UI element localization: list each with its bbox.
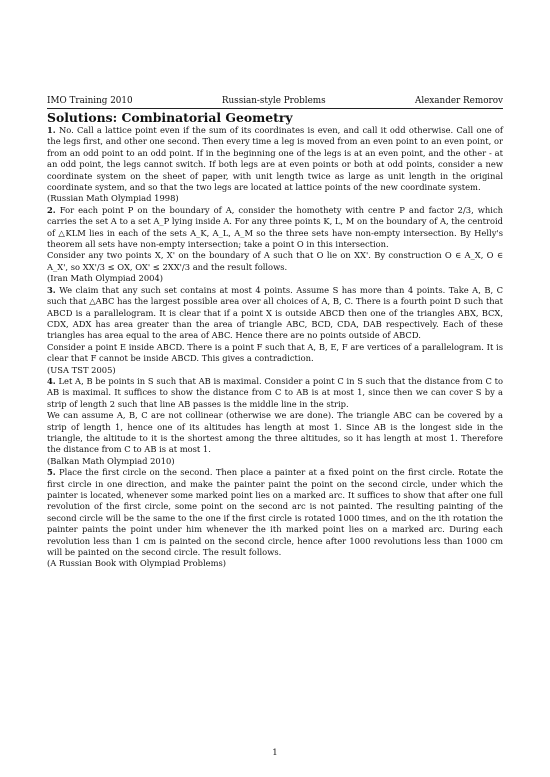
solution-4-paragraph-2: We can assume A, B, C are not collinear (otherwise we are done). The triangle ABC can be covered by a strip of length 1, hence one of its altitudes has length at most 1. Since AB is the longest side in the triangle, the altitude to it is the shortest among the three altitudes, so it has length at most 1. Therefore the distance from C to AB is at most 1.: [47, 410, 503, 455]
solution-2-paragraph: [47, 205, 503, 251]
solution-5-paragraph: [47, 467, 503, 558]
solution-2-source: (Iran Math Olympiad 2004): [47, 273, 164, 284]
solution-4-paragraph: [47, 376, 503, 410]
solution-4-source: (Balkan Math Olympiad 2010): [47, 455, 175, 466]
solution-1-number: 1.: [47, 125, 56, 135]
document-page: [47, 96, 503, 570]
solution-3-paragraph-2: Consider a point E inside ABCD. There is a point F such that A, B, E, F are vertices of a parallelogram. It is clear that F cannot be inside ABCD. This gives a contradiction.: [47, 341, 503, 364]
solution-2-text: For each point P on the boundary of A, consider the homothety with centre P and factor 2/3, which carries the set A to a set A_P lying inside A. For any three points K, L, M on the boundary of A, the centroid of △KLM lies in each of the sets A_K, A_L, A_M so the three sets have non-empty intersection. By Helly's theorem all sets have non-empty intersection; take a point O in this intersection.: [47, 204, 504, 250]
solution-3-number: 3.: [47, 284, 56, 295]
solution-1-paragraph: [47, 125, 503, 193]
header-left: IMO Training 2010: [47, 96, 133, 106]
solution-3-text: We claim that any such set contains at most 4 points. Assume S has more than 4 points. Take A, B, C such that △ABC has the largest possible area over all choices of A, B, C. There is a fourth point D such that ABCD is a parallelogram. It is clear that if a point X is outside ABCD then one of the triangles ABX, BCX, CDX, ADX has area greater than the area of triangle ABC, BCD, CDA, DAB respectively. Each of these triangles has area equal to the area of ABC. Hence there are no points outside of ABCD.: [47, 284, 503, 341]
solution-2-number: 2.: [47, 204, 56, 215]
solution-3-paragraph: [47, 285, 503, 342]
solution-3-source: (USA TST 2005): [47, 364, 116, 375]
running-header: [47, 96, 503, 109]
header-right: Alexander Remorov: [414, 96, 503, 106]
solution-5-source: (A Russian Book with Olympiad Problems): [47, 558, 227, 569]
solution-4-number: 4.: [47, 375, 56, 386]
solution-1-text: No. Call a lattice point even if the sum of its coordinates is even, and call it odd otherwise. Call one of the legs first, and other one second. Then every time a leg is moved from an even point to an even point, or from an odd point to an odd point. If in the beginning one of the legs is at an even point, and the other - at an odd point, the legs cannot switch. If both legs are at even points or both at odd points, consider a new coordinate system on the sheet of paper, with unit length twice as large as unit length in the original coordinate system, and so that the two legs are located at lattice points of the new coordinate system.: [47, 125, 504, 193]
section-title: Solutions: Combinatorial Geometry: [47, 110, 293, 125]
solution-4-text: Let A, B be points in S such that AB is maximal. Consider a point C in S such that the distance from C to AB is maximal. It suffices to show the distance from C to AB is at most 1, since then we can cover S by a strip of length 2 such that line AB passes is the middle line in the strip.: [47, 375, 503, 409]
solution-1-source: (Russian Math Olympiad 1998): [47, 193, 179, 204]
solution-2-paragraph-2: Consider any two points X, X' on the boundary of A such that O lie on XX'. By construction O ∈ A_X, O ∈ A_X', so XX'/3 ≤ OX, OX' ≤ 2XX'/3 and the result follows.: [47, 250, 503, 272]
solution-5-text: Place the first circle on the second. Then place a painter at a fixed point on the first circle. Rotate the first circle in one direction, and make the painter paint the point on the second circle, under which the painter is located, whenever some marked point lies on a marked arc. It suffices to show that after one full revolution of the first circle, some point on the second arc is not painted. The resulting painting of the second circle will be the same to the one if the first circle is rotated 1000 times, and on the ith rotation the painter paints the point under him whenever the ith marked point lies on a marked arc. During each revolution less than 1 cm is painted on the second circle, hence after 1000 revolutions less than 1000 cm will be painted on the second circle. The result follows.: [47, 467, 504, 558]
page-number: 1: [272, 748, 278, 758]
header-center: Russian-style Problems: [221, 96, 326, 106]
solution-5-number: 5.: [47, 467, 56, 478]
